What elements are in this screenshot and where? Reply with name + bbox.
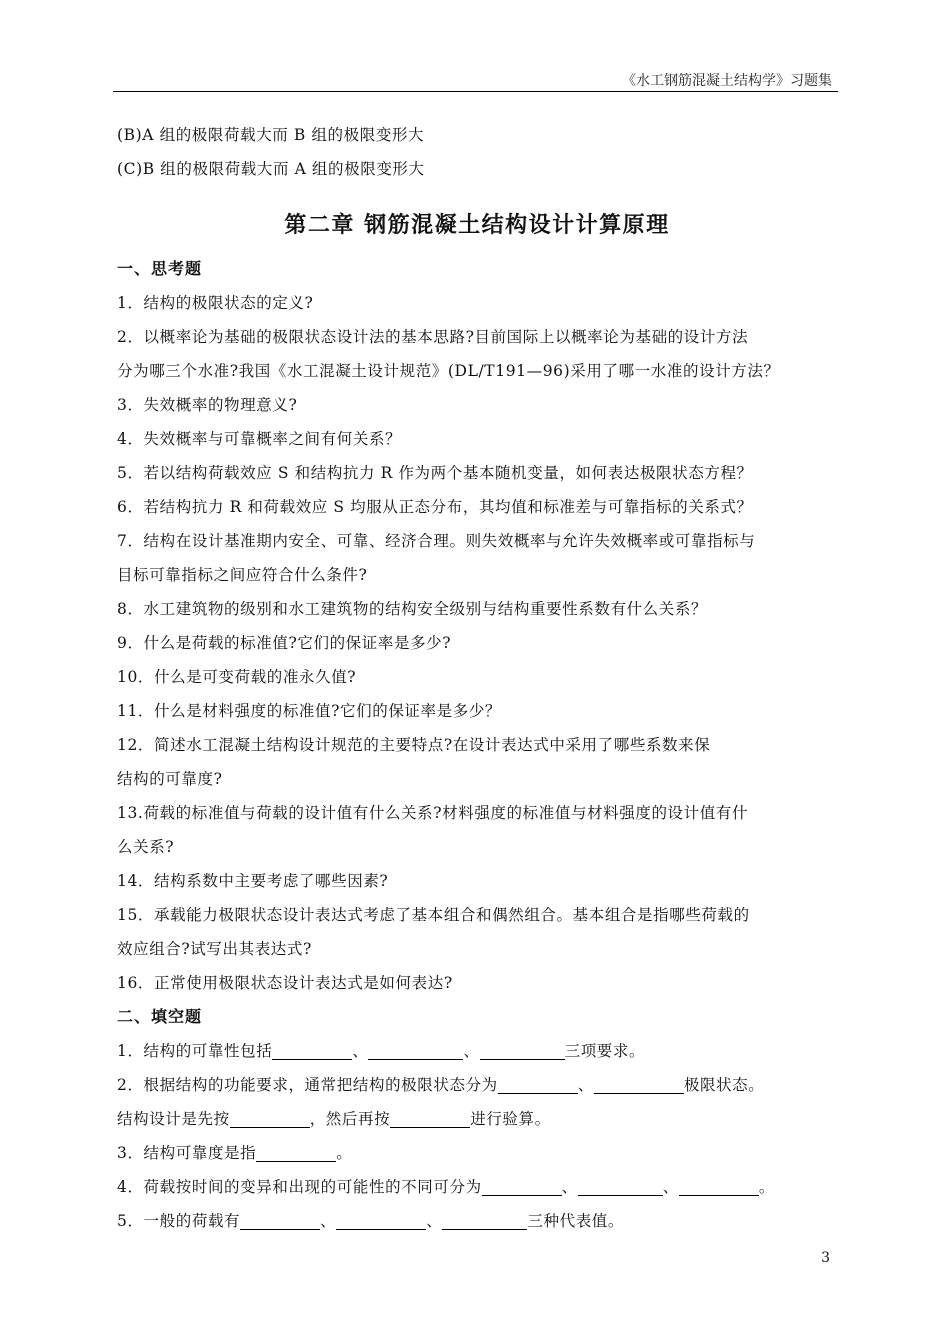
header-rule — [113, 91, 838, 92]
answer-blank[interactable] — [442, 1211, 527, 1230]
answer-blank[interactable] — [230, 1109, 310, 1128]
question-line: 13.荷载的标准值与荷载的设计值有什么关系?材料强度的标准值与材料强度的设计值有什 — [117, 804, 749, 822]
answer-blank[interactable] — [480, 1041, 565, 1060]
answer-blank[interactable] — [240, 1211, 320, 1230]
question-line: 4．失效概率与可靠概率之间有何关系？ — [117, 430, 402, 448]
question-line: 5．若以结构荷载效应 S 和结构抗力 R 作为两个基本随机变量，如何表达极限状态方程？ — [117, 464, 753, 482]
question-line: 3．失效概率的物理意义? — [117, 396, 298, 414]
question-line: 目标可靠指标之间应符合什么条件? — [117, 566, 368, 584]
question-line: 1．结构的极限状态的定义? — [117, 294, 314, 312]
question-line: 10．什么是可变荷载的准永久值? — [117, 668, 357, 686]
fill-question-2: 2．根据结构的功能要求，通常把结构的极限状态分为 、 极限状态。 — [117, 1076, 765, 1094]
chapter-title: 第二章 钢筋混凝土结构设计计算原理 — [284, 213, 670, 238]
question-line: 6．若结构抗力 R 和荷载效应 S 均服从正态分布，其均值和标准差与可靠指标的关系式？ — [117, 498, 753, 516]
answer-blank[interactable] — [256, 1143, 336, 1162]
fill-question-5: 5．一般的荷载有 、 、 三种代表值。 — [117, 1212, 624, 1230]
question-line: 16．正常使用极限状态设计表达式是如何表达? — [117, 974, 453, 992]
question-line: 12．简述水工混凝土结构设计规范的主要特点?在设计表达式中采用了哪些系数来保 — [117, 736, 711, 754]
question-line: 效应组合?试写出其表达式? — [117, 940, 312, 958]
question-line: 2．以概率论为基础的极限状态设计法的基本思路?目前国际上以概率论为基础的设计方法 — [117, 328, 749, 346]
question-line: 14．结构系数中主要考虑了哪些因素? — [117, 872, 389, 890]
answer-blank[interactable] — [679, 1177, 759, 1196]
answer-blank[interactable] — [594, 1075, 684, 1094]
section-heading-thinking: 一、思考题 — [117, 259, 203, 278]
option-b: (B)A 组的极限荷载大而 B 组的极限变形大 — [117, 126, 425, 144]
question-line: 9．什么是荷载的标准值?它们的保证率是多少? — [117, 634, 452, 652]
answer-blank[interactable] — [272, 1041, 352, 1060]
fill-question-4: 4．荷载按时间的变异和出现的可能性的不同可分为 、 、 。 — [117, 1178, 775, 1196]
section-heading-fill-in: 二、填空题 — [117, 1007, 203, 1026]
running-header: 《水工钢筋混凝土结构学》习题集 — [622, 73, 832, 89]
option-c: (C)B 组的极限荷载大而 A 组的极限变形大 — [117, 160, 425, 178]
answer-blank[interactable] — [390, 1109, 470, 1128]
answer-blank[interactable] — [368, 1041, 463, 1060]
fill-question-1: 1．结构的可靠性包括 、 、 三项要求。 — [117, 1042, 646, 1060]
question-line: 15．承载能力极限状态设计表达式考虑了基本组合和偶然组合。基本组合是指哪些荷载的 — [117, 906, 750, 924]
question-line: 7．结构在设计基准期内安全、可靠、经济合理。则失效概率与允许失效概率或可靠指标与 — [117, 532, 756, 550]
page-body — [117, 118, 837, 1238]
answer-blank[interactable] — [498, 1075, 578, 1094]
answer-blank[interactable] — [482, 1177, 562, 1196]
question-line: 分为哪三个水准?我国《水工混凝土设计规范》(DL/T191—96)采用了哪一水准的设计方法？ — [117, 362, 780, 380]
question-line: 结构的可靠度? — [117, 770, 223, 788]
question-line: 么关系? — [117, 838, 175, 856]
question-line: 8．水工建筑物的级别和水工建筑物的结构安全级别与结构重要性系数有什么关系？ — [117, 600, 708, 618]
answer-blank[interactable] — [336, 1211, 426, 1230]
question-line: 11．什么是材料强度的标准值?它们的保证率是多少？ — [117, 702, 502, 720]
fill-question-3: 3．结构可靠度是指 。 — [117, 1144, 353, 1162]
answer-blank[interactable] — [578, 1177, 663, 1196]
page-number: 3 — [821, 1250, 830, 1266]
fill-question-2-continued: 结构设计是先按 ，然后再按 进行验算。 — [117, 1110, 551, 1128]
